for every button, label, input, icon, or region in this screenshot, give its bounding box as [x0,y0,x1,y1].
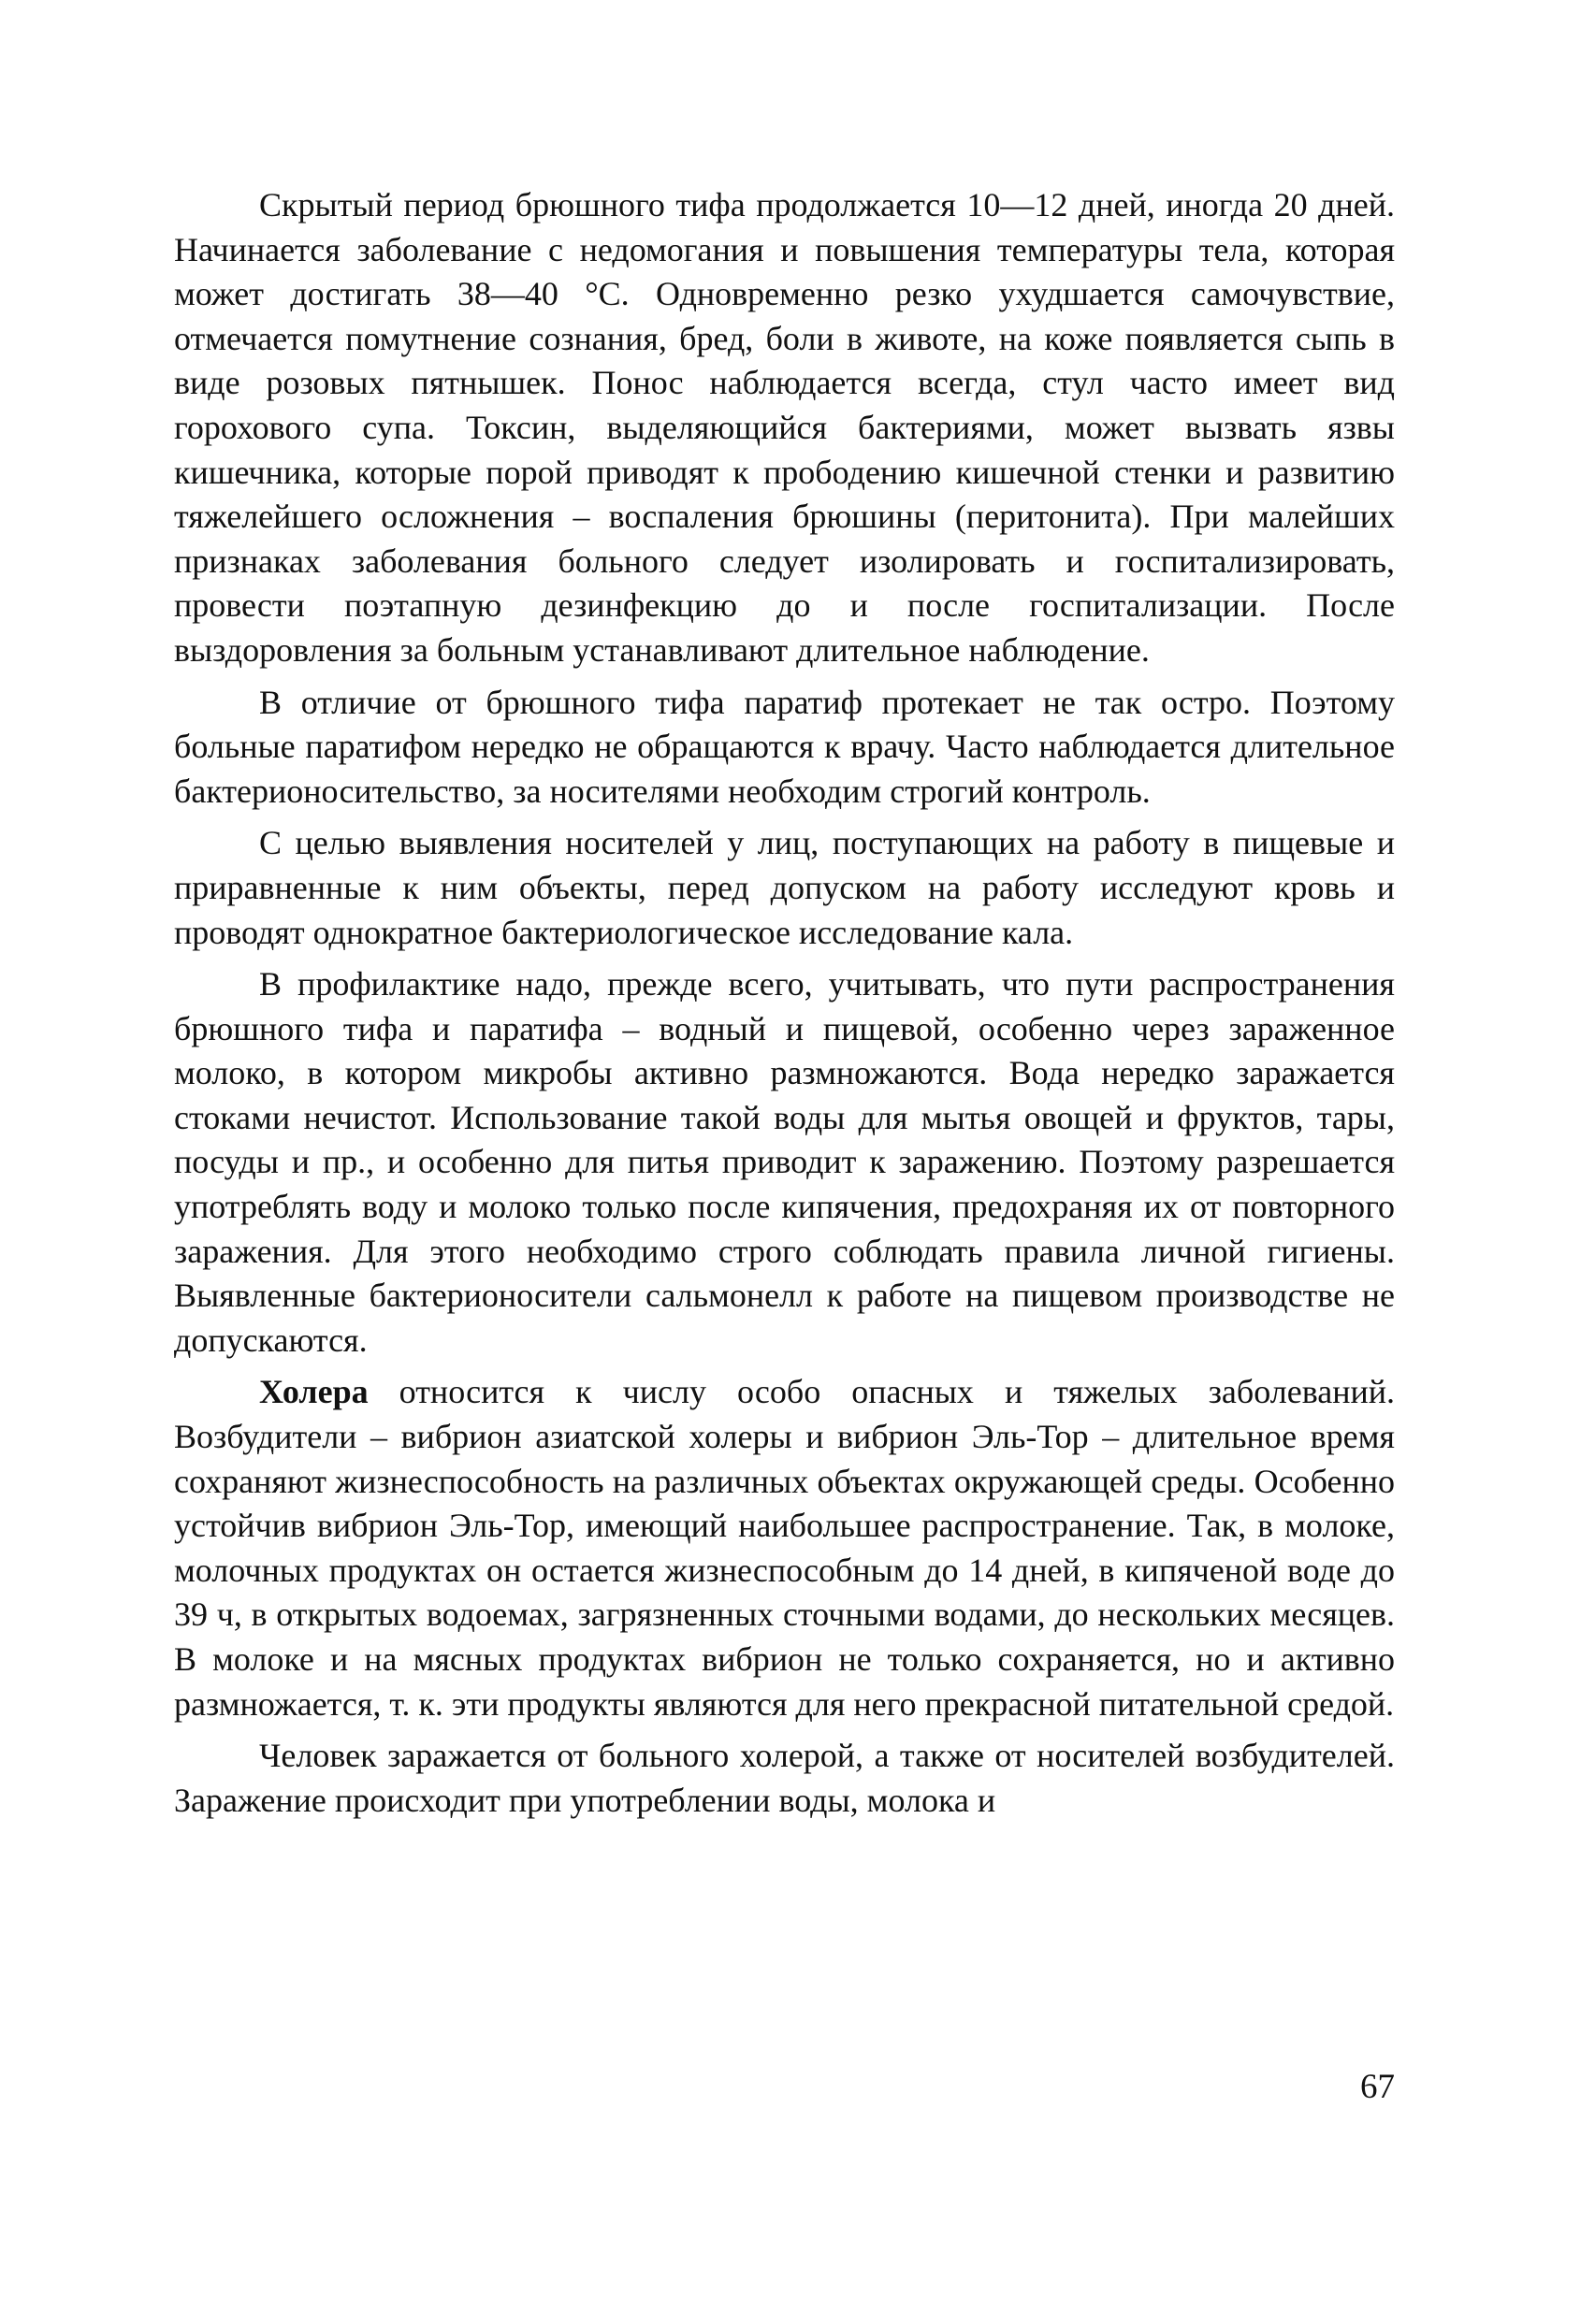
paragraph-paratyphoid: В отличие от брюшного тифа паратиф протекает не так остро. Поэтому больные паратифом нередко не обращаются к врачу. Часто наблюдается длительное бактерионосительство, за носителями необходим строгий контроль. [174,683,1395,810]
paragraph-cholera [174,1370,1395,1726]
paragraph-typhoid-symptoms: Скрытый период брюшного тифа продолжается 10—12 дней, иногда 20 дней. Начинается заболевание с недомогания и повышения температуры тела, которая может достигать 38—40 °С. Одновременно резко ухудшается самочувствие, отмечается помутнение сознания, бред, боли в животе, на коже появляется сыпь в виде розовых пятнышек. Понос наблюдается всегда, стул часто имеет вид горохового супа. Токсин, выделяющийся бактериями, может вызвать язвы кишечника, которые порой приводят к прободению кишечной стенки и развитию тяжелейшего осложнения – воспаления брюшины (перитонита). При малейших признаках заболевания больного следует изолировать и госпитализировать, провести поэтапную дезинфекцию до и после госпитализации. После выздоровления за больным устанавливают длительное наблюдение. [174,186,1395,669]
cholera-description: относится к числу особо опасных и тяжелых заболеваний. Возбудители – вибрион азиатской холеры и вибрион Эль-Тор – длительное время сохраняют жизнеспособность на различных объектах окружающей среды. Особенно устойчив вибрион Эль-Тор, имеющий наибольшее распространение. Так, в молоке, молочных продуктах он остается жизнеспособным до 14 дней, в кипяченой воде до 39 ч, в открытых водоемах, загрязненных сточными водами, до нескольких месяцев. В молоке и на мясных продуктах вибрион не только сохраняется, но и активно размножается, т. к. эти продукты являются для него прекрасной питательной средой. [174,1373,1395,1723]
cholera-term: Холера [259,1373,369,1411]
body-text [174,183,1395,1823]
paragraph-cholera-transmission: Человек заражается от больного холерой, а также от носителей возбудителей. Заражение происходит при употреблении воды, молока и [174,1737,1395,1819]
paragraph-prevention: В профилактике надо, прежде всего, учитывать, что пути распространения брюшного тифа и паратифа – водный и пищевой, особенно через зараженное молоко, в котором микробы активно размножаются. Вода нередко заражается стоками нечистот. Использование такой воды для мытья овощей и фруктов, тары, посуды и пр., и особенно для питья приводит к заражению. Поэтому разрешается употреблять воду и молоко только после кипячения, предохраняя их от повторного заражения. Для этого необходимо строго соблюдать правила личной гигиены. Выявленные бактерионосители сальмонелл к работе на пищевом производстве не допускаются. [174,965,1395,1359]
paragraph-carrier-screening: С целью выявления носителей у лиц, поступающих на работу в пищевые и приравненные к ним объекты, перед допуском на работу исследуют кровь и проводят однократное бактериологическое исследование кала. [174,824,1395,951]
page-number: 67 [1360,2068,1395,2106]
